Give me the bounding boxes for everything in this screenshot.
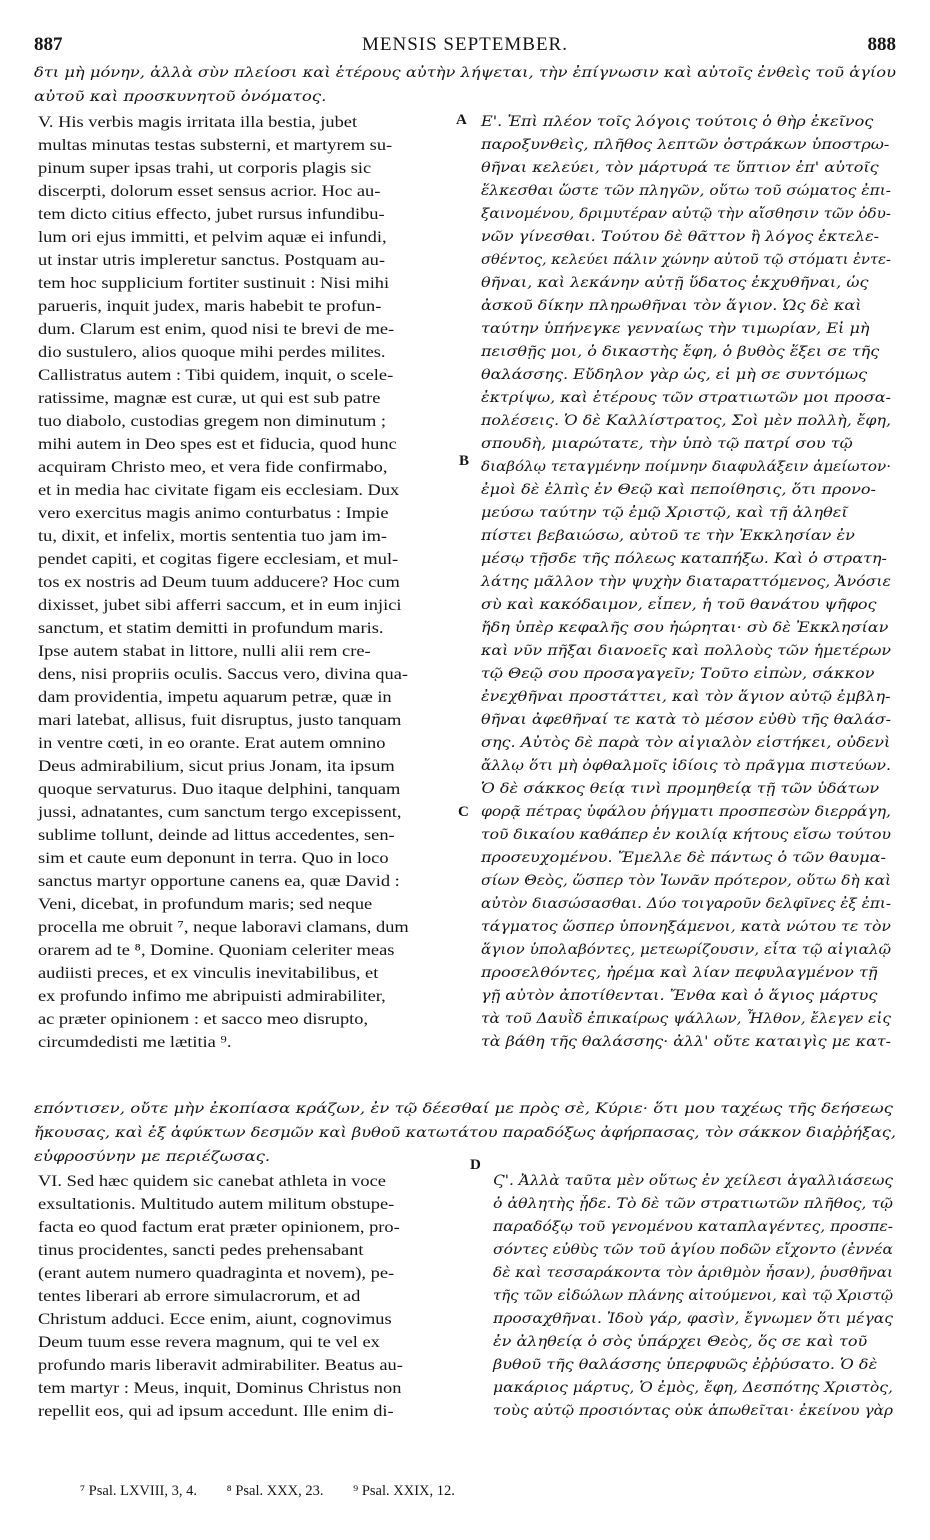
middle-greek-line-2: ἤκουσας, καὶ ἐξ ἀφύκτων δεσμῶν καὶ βυθοῦ κατωτάτου παραδόξως ἀφήρπασας, τὸν σάκκον διαῤῥήξας,: [34, 1125, 896, 1141]
section-5-greek-line: διαβόλῳ τεταγμένην ποίμνην διαφυλάξειν ἀμείωτον·: [481, 459, 891, 475]
section-6-greek-line: παραδόξῳ τοῦ γενομένου καταπλαγέντες, προσπε-: [493, 1219, 893, 1235]
section-5-greek-line: πεισθῇς μοι, ὁ δικαστὴς ἔφη, ὁ βυθὸς ἕξει σε τῆς: [481, 344, 880, 360]
section-5-greek-line: ἤδη ὑπὲρ κεφαλῆς σου ἠώρηται· σὺ δὲ Ἐκκλησίαν: [481, 620, 889, 636]
section-5-latin-line: procella me obruit ⁷, neque laboravi clamans, dum: [38, 919, 409, 936]
margin-marker-b: B: [459, 453, 470, 469]
section-5-greek-line: Ὁ δὲ σάκκος θείᾳ τινὶ προμηθείᾳ τῇ τῶν ὑδάτων: [481, 781, 880, 797]
section-5-greek-line: παροξυνθεὶς, πλῆθος λεπτῶν ὀστράκων ὑποστρω-: [481, 137, 890, 153]
section-5-latin-line: Deus admirabilium, sicut prius Jonam, ita ipsum: [38, 758, 395, 775]
section-5-greek-line: ξαινομένου, δριμυτέραν αὐτῷ τὴν αἴσθησιν τῶν ὀδυ-: [481, 206, 891, 222]
section-5-greek-line: γῇ αὐτὸν ἀποτίθενται. Ἔνθα καὶ ὁ ἅγιος μάρτυς: [481, 988, 878, 1004]
margin-marker-d: D: [470, 1157, 481, 1173]
section-5-latin-line: in ventre cœti, in eo orante. Erat autem omnino: [38, 735, 386, 752]
section-6-greek-line: δὲ καὶ τεσσαράκοντα τὸν ἀριθμὸν ἦσαν), ῥυσθῆναι: [493, 1265, 893, 1281]
section-5-greek-line: πολέσεις. Ὁ δὲ Καλλίστρατος, Σοὶ μὲν πολλὴ, ἔφη,: [481, 413, 891, 429]
section-5-latin-line: discerpti, dolorum esset sensus acrior. Hoc au-: [38, 183, 381, 200]
section-6-latin-line: tinus procidentes, sancti pedes prehensabant: [38, 1242, 364, 1259]
section-5-latin-line: ratissime, magnæ est curæ, ut qui est sub patre: [38, 390, 381, 407]
section-5-latin-line: jussi, adnatantes, cum sanctum tergo excepissent,: [38, 804, 402, 821]
section-6-greek-line: τῆς τῶν εἰδώλων πλάνης αἰτούμενοι, καὶ τῷ Χριστῷ: [493, 1288, 893, 1304]
section-5-greek-line: ἄλλῳ ὅτι μὴ ὀφθαλμοῖς ἰδίοις τὸ πρᾶγμα πιστεύων.: [481, 758, 891, 774]
top-greek-line-2: αὐτοῦ καὶ προσκυνητοῦ ὀνόματος.: [34, 89, 327, 105]
section-5-greek-line: τῷ Θεῷ σου προσαγαγεῖν; Τοῦτο εἰπὼν, σάκκον: [481, 666, 875, 682]
section-5-latin-line: ex profundo infimo me abripuisti admirabiliter,: [38, 988, 386, 1005]
section-5-latin-line: mari latebat, allisus, fuit disruptus, justo tanquam: [38, 712, 402, 729]
section-5-latin-line: Ipse autem stabat in littore, nulli alii rem cre-: [38, 643, 371, 660]
section-6-latin-column: [38, 1170, 403, 1423]
section-6-greek-line: σόντες εὐθὺς τῶν τοῦ ἁγίου ποδῶν εἴχοντο (ἐννέα: [493, 1242, 893, 1258]
section-6-greek-line: Ϛ'. Ἀλλὰ ταῦτα μὲν οὕτως ἐν χείλεσι ἀγαλλιάσεως: [493, 1173, 893, 1189]
section-5-latin-line: dam providentia, impetu aquarum petræ, quæ in: [38, 689, 392, 706]
section-5-latin-line: tuo diabolo, custodias gregem non diminutum ;: [38, 413, 387, 430]
section-5-latin-line: pinum super ipsas trahi, ut corporis plagis sic: [38, 160, 372, 177]
section-6-greek-line: τοὺς αὐτῷ προσιόντας οὐκ ἀπωθεῖται· ἐκείνου γὰρ: [493, 1403, 893, 1419]
section-5-latin-line: et in media hac civitate figam eis ecclesiam. Dux: [38, 482, 400, 499]
section-5-latin-line: tem dicto citius effecto, jubet rursus infundibu-: [38, 206, 385, 223]
section-5-greek-line: σίων Θεὸς, ὥσπερ τὸν Ἰωνᾶν πρότερον, οὕτω δὴ καὶ: [481, 873, 891, 889]
section-5-latin-line: dixisset, jubet sibi afferri saccum, et in eum injici: [38, 597, 402, 614]
section-5-latin-line: audiisti preces, et ex vinculis inevitabilibus, et: [38, 965, 379, 982]
section-5-greek-line: θῆναι ἀφεθῆναί τε κατὰ τὸ μέσον εὐθὺ τῆς θαλάσ-: [481, 712, 891, 728]
section-5-latin-line: tos ex nostris ad Deum tuum adducere? Hoc cum: [38, 574, 400, 591]
section-6-latin-line: profundo maris liberavit admirabiliter. Beatus au-: [38, 1357, 403, 1374]
section-5-latin-column: [38, 111, 409, 1054]
page-header: [34, 34, 896, 56]
section-5-greek-line: προσευχομένου. Ἔμελλε δὲ πάντως ὁ τῶν θαυμα-: [481, 850, 886, 866]
section-5-latin-line: dens, nisi propriis oculis. Saccus vero, divina qua-: [38, 666, 409, 683]
section-6-latin-line: (erant autem numero quadraginta et novem), pe-: [38, 1265, 395, 1282]
section-5-latin-line: tu, dixit, et infelix, mortis sententia tuo jam im-: [38, 528, 388, 545]
margin-marker-c: C: [458, 804, 469, 820]
section-5-latin-line: dum. Clarum est enim, quod nisi te brevi de me-: [38, 321, 395, 338]
section-5-latin-line: orarem ad te ⁸, Domine. Quoniam celeriter meas: [38, 942, 395, 959]
section-6-latin-line: tentes liberari ab errore simulacrorum, et ad: [38, 1288, 361, 1305]
section-6-greek-column: [493, 1170, 893, 1423]
page-number-right: 888: [867, 34, 896, 55]
section-5-latin-line: V. His verbis magis irritata illa bestia, jubet: [38, 114, 358, 131]
section-6-latin-line: Christum adduci. Ecce enim, aiunt, cognovimus: [38, 1311, 392, 1328]
section-6-greek-line: προσαχθῆναι. Ἰδοὺ γάρ, φασὶν, ἔγνωμεν ὅτι μέγας: [493, 1311, 893, 1327]
section-5-latin-line: multas minutas testas substerni, et martyrem su-: [38, 137, 393, 154]
section-5-latin-line: lum ori ejus immitti, et pelvim aquæ ei infundi,: [38, 229, 387, 246]
section-5-greek-line: νῶν γίνεσθαι. Τούτου δὲ θᾶττον ἢ λόγος ἐκτελε-: [481, 229, 880, 245]
section-5-latin-line: Callistratus autem : Tibi quidem, inquit, o scele-: [38, 367, 394, 384]
footnotes: [80, 1483, 481, 1500]
middle-greek-line-3: εὐφροσύνην με περιέζωσας.: [34, 1149, 271, 1165]
section-5-latin-line: sublime tollunt, deinde ad littus accedentes, sen-: [38, 827, 395, 844]
section-5-greek-line: τὰ βάθη τῆς θαλάσσης· ἀλλ' οὔτε καταιγὶς με κατ-: [481, 1034, 891, 1050]
running-title: MENSIS SEPTEMBER.: [362, 34, 568, 55]
section-5-greek-line: ἅγιον ὑπολαβόντες, μετεωρίζουσιν, εἶτα τῷ αἰγιαλῷ: [481, 942, 891, 958]
section-5-greek-line: σθέντος, κελεύει πάλιν χώνην αὐτοῦ τῷ στόματι ἐντε-: [481, 252, 891, 268]
section-5-latin-line: mihi autem in Deo spes est et fiducia, quod hunc: [38, 436, 397, 453]
section-5-greek-line: τὰ τοῦ Δαυῒδ ἐπικαίρως ψάλλων, Ἦλθον, ἔλεγεν εἰς: [481, 1011, 891, 1027]
section-5-greek-line: φορᾷ πέτρας ὑφάλου ῥήγματι προσπεσὼν διερράγη,: [481, 804, 891, 820]
section-5-greek-line: ἐκτρίψω, καὶ ἑτέρους τῶν στρατιωτῶν μοι προσα-: [481, 390, 891, 406]
section-5-greek-line: σπουδὴ, μιαρώτατε, τὴν ὑπὸ τῷ πατρί σου τῷ: [481, 436, 853, 452]
section-5-latin-line: acquiram Christo meo, et vera fide confirmabo,: [38, 459, 388, 476]
footnote-9: ⁹ Psal. XXIX, 12.: [353, 1483, 455, 1499]
section-5-latin-line: ut instar utris impleretur sanctus. Postquam au-: [38, 252, 386, 269]
section-5-latin-line: Veni, dicebat, in profundum maris; sed neque: [38, 896, 373, 913]
section-5-greek-line: αὐτὸν διασώσασθαι. Δύο τοιγαροῦν δελφῖνες ἐξ ἐπι-: [481, 896, 891, 912]
section-5-latin-line: parueris, inquit judex, maris habebit te profun-: [38, 298, 382, 315]
section-5-greek-line: ἐνεχθῆναι προστάττει, καὶ τὸν ἅγιον αὐτῷ ἐμβλη-: [481, 689, 891, 705]
section-5-greek-line: τάγματος ὥσπερ ὑπονηξάμενοι, κατὰ νώτου τε τὸν: [481, 919, 891, 935]
section-5-greek-column: [481, 111, 891, 1054]
section-5-greek-line: σης. Αὐτὸς δὲ παρὰ τὸν αἰγιαλὸν εἱστήκει, οὐδενὶ: [481, 735, 891, 751]
section-5-latin-line: tem hoc supplicium fortiter sustinuit : Nisi mihi: [38, 275, 390, 292]
section-5-greek-line: ταύτην ὑπήνεγκε γενναίως τὴν τιμωρίαν, Εἰ μὴ: [481, 321, 870, 337]
section-5-greek-line: Ε'. Ἐπὶ πλέον τοῖς λόγοις τούτοις ὁ θὴρ ἐκεῖνος: [481, 114, 874, 130]
section-5-greek-line: θῆναι κελεύει, τὸν μάρτυρά τε ὕπτιον ἐπ' αὐτοῖς: [481, 160, 879, 176]
section-5-greek-line: ἕλκεσθαι ὥστε τῶν πληγῶν, οὕτω τοῦ σώματος ἐπι-: [481, 183, 891, 199]
section-6-latin-line: tem martyr : Meus, inquit, Dominus Christus non: [38, 1380, 402, 1397]
section-5-latin-line: quoque servaturus. Duo itaque delphini, tanquam: [38, 781, 401, 798]
section-6-latin-line: VI. Sed hæc quidem sic canebat athleta in voce: [38, 1173, 386, 1190]
section-5-latin-line: vero exercitus magis animo conturbatus : Impie: [38, 505, 389, 522]
section-5-greek-line: ἀσκοῦ δίκην πληρωθῆναι τὸν ἅγιον. Ὡς δὲ καὶ: [481, 298, 862, 314]
section-6-latin-line: facta eo quod factum erat præter opinionem, pro-: [38, 1219, 400, 1236]
section-5-greek-line: μέσῳ τῇσδε τῆς πόλεως καταπήξω. Καὶ ὁ στρατη-: [481, 551, 887, 567]
middle-greek-line-1: επόντισεν, οὔτε μὴν ἐκοπίασα κράζων, ἐν τῷ δέεσθαί με πρὸς σὲ, Κύριε· ὅτι μου ταχέως τῆς δεήσεως: [34, 1101, 893, 1117]
section-6-latin-line: Deum tuum esse revera magnum, qui te vel ex: [38, 1334, 380, 1351]
section-5-latin-line: sim et caute eum deponunt in terra. Quo in loco: [38, 850, 389, 867]
section-5-latin-line: dio sustulero, alios quoque mihi perdes milites.: [38, 344, 386, 361]
section-5-greek-line: θαλάσσης. Εὔδηλον γὰρ ὡς, εἰ μὴ σε συντόμως: [481, 367, 868, 383]
section-6-greek-line: ἐν ἀληθείᾳ ὁ σὸς ὑπάρχει Θεὸς, ὅς σε καὶ τοῦ: [493, 1334, 868, 1350]
section-6-latin-line: repellit eos, qui ad ipsum accedunt. Ille enim di-: [38, 1403, 394, 1420]
section-6-greek-line: ὁ ἀθλητὴς ᾖδε. Τὸ δὲ τῶν στρατιωτῶν πλῆθος, τῷ: [493, 1196, 893, 1212]
section-5-greek-line: μεύσω ταύτην τῷ ἐμῷ Χριστῷ, καὶ τῇ ἀληθεῖ: [481, 505, 848, 521]
section-5-latin-line: ac præter opinionem : et sacco meo disrupto,: [38, 1011, 369, 1028]
section-5-latin-line: circumdedisti me lætitia ⁹.: [38, 1034, 232, 1051]
section-5-greek-line: προσελθόντες, ἠρέμα καὶ λίαν πεφυλαγμένον τῇ: [481, 965, 878, 981]
section-6-latin-line: exsultationis. Multitudo autem militum obstupe-: [38, 1196, 395, 1213]
section-5-greek-line: καὶ νῦν πῆξαι διανοεῖς καὶ πολλοὺς τῶν ἡμετέρων: [481, 643, 891, 659]
footnote-7: ⁷ Psal. LXVIII, 3, 4.: [80, 1483, 198, 1499]
section-5-greek-line: σὺ καὶ κακόδαιμον, εἶπεν, ἡ τοῦ θανάτου ψῆφος: [481, 597, 877, 613]
section-6-greek-line: μακάριος μάρτυς, Ὁ ἐμὸς, ἔφη, Δεσπότης Χριστὸς,: [493, 1380, 893, 1396]
section-5-greek-line: τοῦ δικαίου καθάπερ ἐν κοιλίᾳ κήτους εἴσω τούτου: [481, 827, 891, 843]
page-number-left: 887: [34, 34, 63, 55]
footnote-8: ⁸ Psal. XXX, 23.: [226, 1483, 324, 1499]
section-5-greek-line: λάτης μᾶλλον τὴν ψυχὴν διαταραττόμενος, Ἀνόσιε: [481, 574, 891, 590]
section-6-greek-line: βυθοῦ τῆς θαλάσσης ὑπερφυῶς ἐῤῥύσατο. Ὁ δὲ: [493, 1357, 878, 1373]
section-5-greek-line: πίστει βεβαιώσω, αὐτοῦ τε τὴν Ἐκκλησίαν ἐν: [481, 528, 855, 544]
margin-marker-a: A: [456, 112, 467, 128]
section-5-latin-line: sanctum, et statim demitti in profundum maris.: [38, 620, 384, 637]
section-5-greek-line: θῆναι, καὶ λεκάνην αὐτῇ ὕδατος ἐκχυθῆναι, ὡς: [481, 275, 869, 291]
top-greek-line-1: δτι μὴ μόνην, ἀλλὰ σὺν πλείοσι καὶ ἑτέρους αὐτὴν λήψεται, τὴν ἐπίγνωσιν καὶ αὐτοῖς ἐνθεὶς τοῦ ἁγίου: [34, 65, 897, 81]
section-5-greek-line: ἐμοὶ δὲ ἐλπὶς ἐν Θεῷ καὶ πεποίθησις, ὅτι προνο-: [481, 482, 876, 498]
section-5-latin-line: sanctus martyr opportune canens ea, quæ David :: [38, 873, 400, 890]
section-5-latin-line: pendet capiti, et cogitas figere ecclesiam, et mul-: [38, 551, 399, 568]
